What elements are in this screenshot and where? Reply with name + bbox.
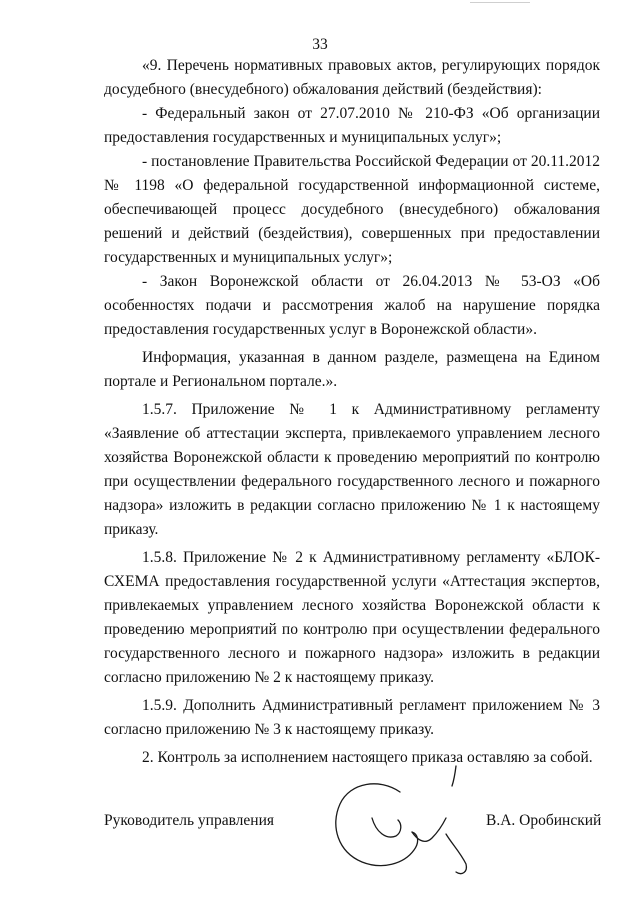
paragraph-1-5-7: 1.5.7. Приложение № 1 к Административному регламенту «Заявление об аттестации эксперта, привлекаемого управлением лесного хозяйства Воронежской области к проведению мероприятий по контролю при осуществлении федерального государственного лесного и пожарного надзора» изложить в редакции согласно приложению № 1 к настоящему приказу. <box>104 401 600 538</box>
document-body <box>104 54 600 770</box>
paragraph-1-5-9: 1.5.9. Дополнить Административный регламент приложением № 3 согласно приложению № 3 к настоящему приказу. <box>104 697 600 738</box>
paragraph-government-decree: - постановление Правительства Российской Федерации от 20.11.2012 № 1198 «О федеральной государственной информационной системе, обеспечивающей процесс досудебного (внесудебного) обжалования решений и действий (бездействия), совершенных при предоставлении государственных и муниципальных услуг»; <box>104 153 600 266</box>
paragraph-list-intro: «9. Перечень нормативных правовых актов, регулирующих порядок досудебного (внесудебного) обжалования действий (бездействия): <box>104 57 600 98</box>
paragraph-information-note: Информация, указанная в данном разделе, размещена на Едином портале и Региональном портале.». <box>104 349 600 390</box>
signatory-role: Руководитель управления <box>104 812 275 829</box>
paragraph-1-5-8: 1.5.8. Приложение № 2 к Административному регламенту «БЛОК-СХЕМА предоставления государственной услуги «Аттестация экспертов, привлекаемых управлением лесного хозяйства Воронежской области к проведению мероприятий по контролю при осуществлении федерального государственного лесного и пожарного надзора» изложить в редакции согласно приложению № 2 к настоящему приказу. <box>104 549 600 686</box>
paragraph-regional-law: - Закон Воронежской области от 26.04.2013 № 53-ОЗ «Об особенностях подачи и рассмотрения жалоб на нарушение порядка предоставления государственных услуг в Воронежской области». <box>104 273 600 338</box>
paragraph-control: 2. Контроль за исполнением настоящего приказа оставляю за собой. <box>142 749 593 766</box>
page-number: 33 <box>312 36 328 53</box>
signatory-name: В.А. Оробинский <box>486 812 602 829</box>
handwritten-signature <box>328 760 478 880</box>
paragraph-federal-law: - Федеральный закон от 27.07.2010 № 210-ФЗ «Об организации предоставления государственных и муниципальных услуг»; <box>104 105 600 146</box>
scan-edge-line <box>470 2 530 3</box>
